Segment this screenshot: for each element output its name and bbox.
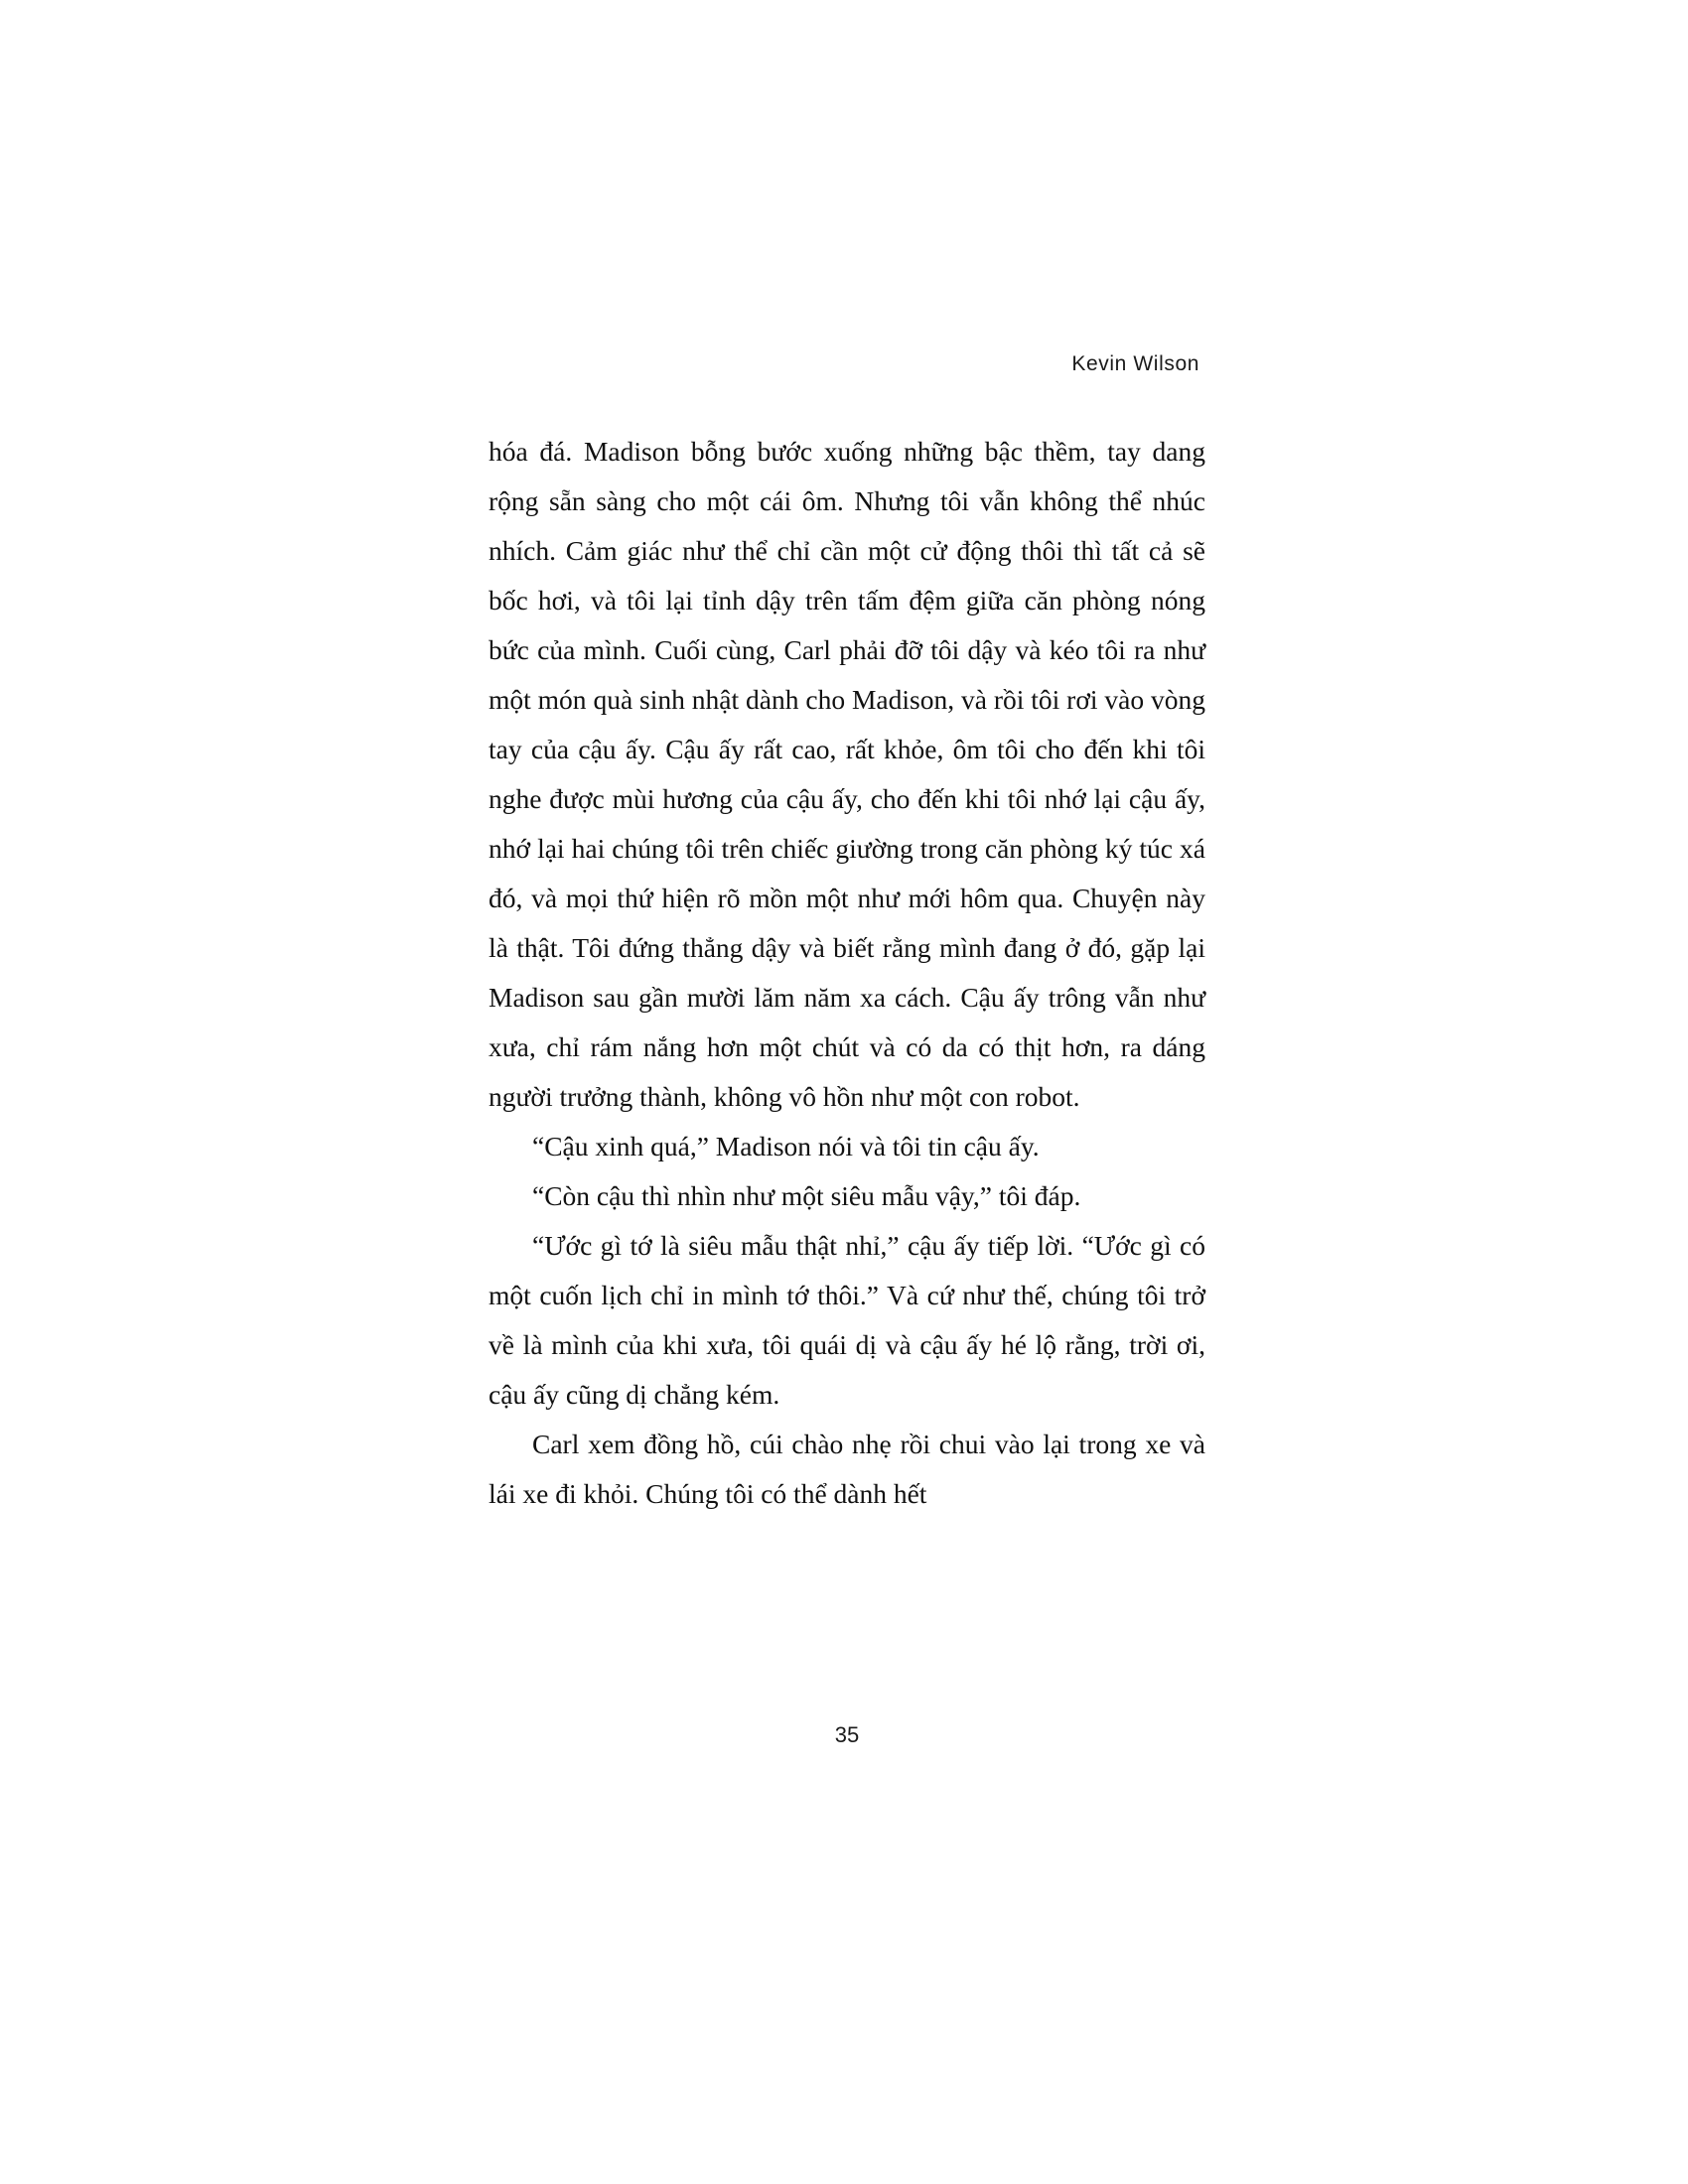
- body-text: [489, 427, 1205, 1519]
- page-number: 35: [834, 1722, 860, 1747]
- paragraph: “Cậu xinh quá,” Madison nói và tôi tin cậu ấy.: [532, 1131, 1040, 1161]
- running-head-author: Kevin Wilson: [1071, 352, 1199, 375]
- paragraph: “Còn cậu thì nhìn như một siêu mẫu vậy,” tôi đáp.: [532, 1180, 1081, 1211]
- paragraph: Carl xem đồng hồ, cúi chào nhẹ rồi chui vào lại trong xe và lái xe đi khỏi. Chúng tôi có thể dành hết: [489, 1429, 1205, 1509]
- paragraph: hóa đá. Madison bỗng bước xuống những bậc thềm, tay dang rộng sẵn sàng cho một cái ôm. Nhưng tôi vẫn không thể nhúc nhích. Cảm giác như thể chỉ cần một cử động thôi thì tất cả sẽ bốc hơi, và tôi lại tỉnh dậy trên tấm đệm giữa căn phòng nóng bức của mình. Cuối cùng, Carl phải đỡ tôi dậy và kéo tôi ra như một món quà sinh nhật dành cho Madison, và rồi tôi rơi vào vòng tay của cậu ấy. Cậu ấy rất cao, rất khỏe, ôm tôi cho đến khi tôi nghe được mùi hương của cậu ấy, cho đến khi tôi nhớ lại cậu ấy, nhớ lại hai chúng tôi trên chiếc giường trong căn phòng ký túc xá đó, và mọi thứ hiện rõ mồn một như mới hôm qua. Chuyện này là thật. Tôi đứng thẳng dậy và biết rằng mình đang ở đó, gặp lại Madison sau gần mười lăm năm xa cách. Cậu ấy trông vẫn như xưa, chỉ rám nắng hơn một chút và có da có thịt hơn, ra dáng người trưởng thành, không vô hồn như một con robot.: [489, 436, 1205, 1112]
- paragraph: “Ước gì tớ là siêu mẫu thật nhỉ,” cậu ấy tiếp lời. “Ước gì có một cuốn lịch chỉ in mình tớ thôi.” Và cứ như thế, chúng tôi trở về là mình của khi xưa, tôi quái dị và cậu ấy hé lộ rằng, trời ơi, cậu ấy cũng dị chẳng kém.: [489, 1230, 1205, 1410]
